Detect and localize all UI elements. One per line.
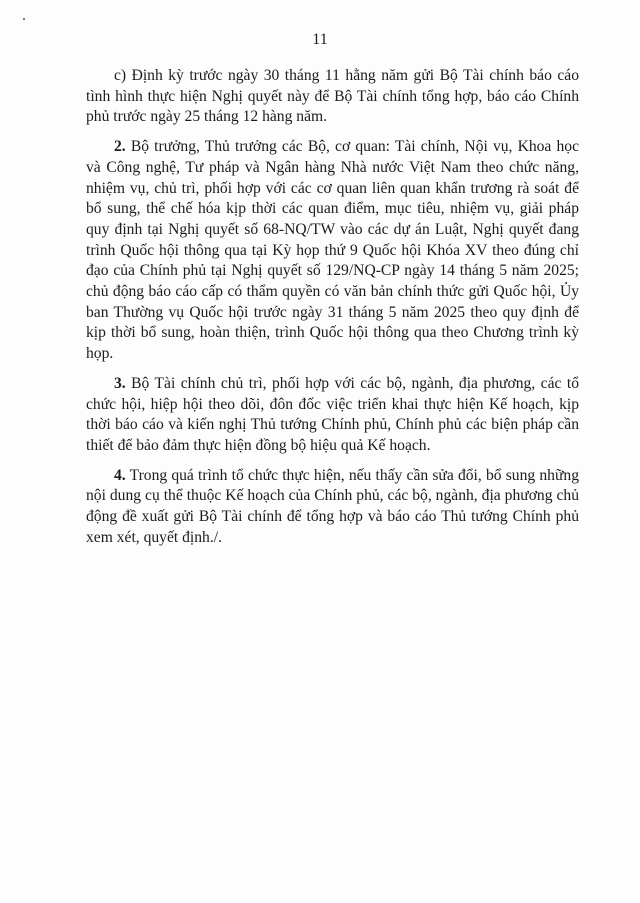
- page-number: 11: [312, 31, 328, 48]
- paragraph-text: Bộ Tài chính chủ trì, phối hợp với các bộ, ngành, địa phương, các tổ chức hội, hiệp hội theo dõi, đôn đốc việc triển khai thực hiện Kế hoạch, kịp thời báo cáo và kiến nghị Thủ tướng Chính phủ, Chính phủ các biện pháp cần thiết để bảo đảm thực hiện đồng bộ hiệu quả Kế hoạch.: [86, 374, 579, 454]
- paragraph-number: 4.: [114, 466, 126, 484]
- paragraph-c: [86, 66, 579, 128]
- paragraph-number: 3.: [114, 374, 126, 392]
- paragraph-2: [86, 137, 579, 365]
- document-body: [86, 66, 579, 557]
- paragraph-text: Bộ trưởng, Thủ trưởng các Bộ, cơ quan: Tài chính, Nội vụ, Khoa học và Công nghệ, Tư pháp và Ngân hàng Nhà nước Việt Nam theo chức năng, nhiệm vụ, chủ trì, phối hợp với các cơ quan liên quan khẩn trương rà soát để bổ sung, thể chế hóa kịp thời các quan điểm, mục tiêu, nhiệm vụ, giải pháp quy định tại Nghị quyết số 68-NQ/TW vào các dự án Luật, Nghị quyết đang trình Quốc hội thông qua tại Kỳ họp thứ 9 Quốc hội Khóa XV theo đúng chỉ đạo của Chính phủ tại Nghị quyết số 129/NQ-CP ngày 14 tháng 5 năm 2025; chủ động báo cáo cấp có thẩm quyền có văn bản chính thức gửi Quốc hội, Ủy ban Thường vụ Quốc hội trước ngày 31 tháng 5 năm 2025 theo quy định để kịp thời bổ sung, hoàn thiện, trình Quốc hội thông qua theo Chương trình kỳ họp.: [86, 138, 579, 363]
- paragraph-3: [86, 374, 579, 457]
- paragraph-text: c) Định kỳ trước ngày 30 tháng 11 hằng năm gửi Bộ Tài chính báo cáo tình hình thực hiện Nghị quyết này để Bộ Tài chính tổng hợp, báo cáo Chính phủ trước ngày 25 tháng 12 hàng năm.: [86, 67, 579, 126]
- paragraph-text: Trong quá trình tổ chức thực hiện, nếu thấy cần sửa đổi, bổ sung những nội dung cụ thể thuộc Kế hoạch của Chính phủ, các bộ, ngành, địa phương chủ động đề xuất gửi Bộ Tài chính để tổng hợp và báo cáo Thủ tướng Chính phủ xem xét, quyết định./.: [86, 466, 579, 546]
- paragraph-number: 2.: [114, 138, 126, 156]
- scan-speck: [23, 18, 25, 20]
- paragraph-4: [86, 466, 579, 549]
